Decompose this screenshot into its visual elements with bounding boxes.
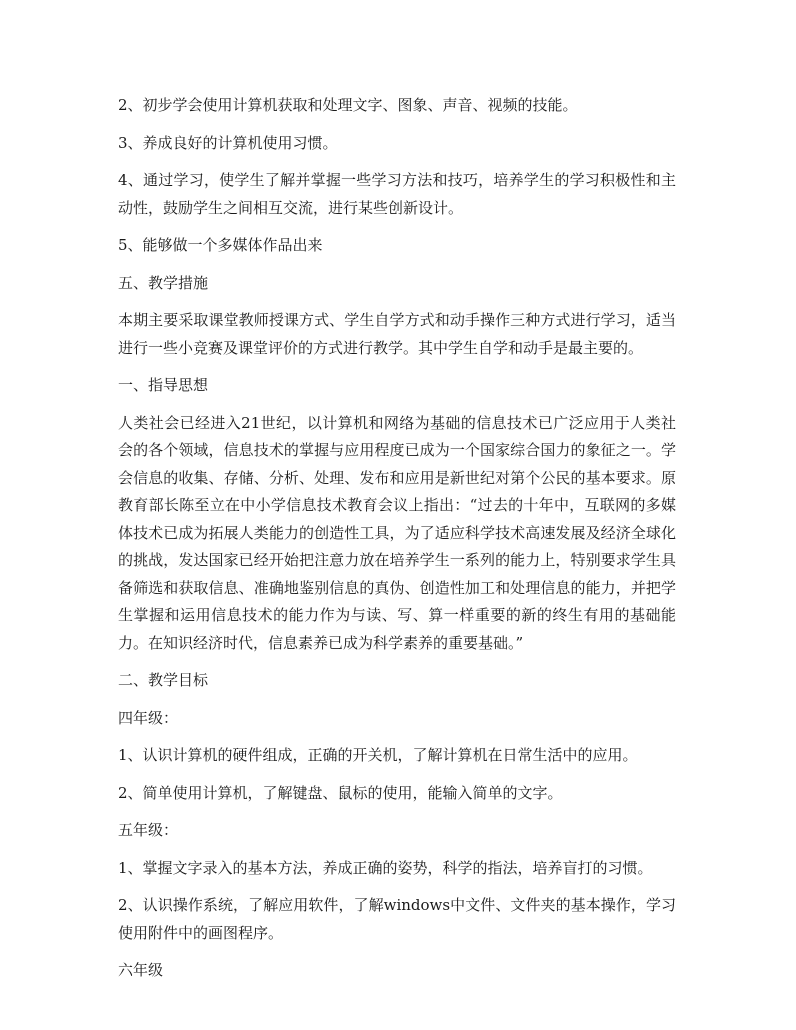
section-heading-guiding-ideas: 一、指导思想 — [118, 376, 209, 394]
goal-item-2: 2、初步学会使用计算机获取和处理文字、图象、声音、视频的技能。 — [118, 96, 578, 114]
grade-four-item-1: 1、认识计算机的硬件组成，正确的开关机，了解计算机在日常生活中的应用。 — [118, 746, 638, 764]
grade-six-heading: 六年级 — [118, 961, 164, 979]
goal-item-5: 5、能够做一个多媒体作品出来 — [118, 236, 323, 254]
section-heading-teaching-goals: 二、教学目标 — [118, 671, 209, 689]
grade-four-heading: 四年级： — [118, 708, 179, 727]
guiding-ideas-paragraph: 人类社会已经进入21世纪，以计算机和网络为基础的信息技术已广泛应用于人类社会的各个领域，信息技术的掌握与应用程度已成为一个国家综合国力的象征之一。学会信息的收集、存储、分析、处理、发布和应用是新世纪对第个公民的基本要求。原教育部长陈至立在中小学信息技术教育会议上指出：“过去的十年中，互联网的多媒体技术已成为拓展人类能力的创造性工具，为了适应科学技术高速发展及经济全球化的挑战，发达国家已经开始把注意力放在培养学生一系列的能力上，特别要求学生具备筛选和获取信息、准确地鉴别信息的真伪、创造性加工和处理信息的能力，并把学生掌握和运用信息技术的能力作为与读、写、算一样重要的新的终生有用的基础能力。在知识经济时代，信息素养已成为科学素养的重要基础。” — [118, 413, 676, 652]
grade-five-item-1: 1、掌握文字录入的基本方法，养成正确的姿势，科学的指法，培养盲打的习惯。 — [118, 858, 653, 877]
grade-five-item-2: 2、认识操作系统，了解应用软件，了解windows中文件、文件夹的基本操作，学习使用附件中的画图程序。 — [118, 896, 676, 942]
grade-four-item-2: 2、简单使用计算机，了解键盘、鼠标的使用，能输入简单的文字。 — [118, 783, 563, 802]
goal-item-4: 4、通过学习，使学生了解并掌握一些学习方法和技巧，培养学生的学习积极性和主动性，鼓励学生之间相互交流，进行某些创新设计。 — [118, 171, 676, 217]
section-heading-measures: 五、教学措施 — [118, 273, 209, 292]
grade-five-heading: 五年级： — [118, 821, 179, 839]
measures-paragraph: 本期主要采取课堂教师授课方式、学生自学方式和动手操作三种方式进行学习，适当进行一些小竞赛及课堂评价的方式进行教学。其中学生自学和动手是最主要的。 — [118, 311, 676, 357]
goal-item-3: 3、养成良好的计算机使用习惯。 — [118, 133, 338, 152]
